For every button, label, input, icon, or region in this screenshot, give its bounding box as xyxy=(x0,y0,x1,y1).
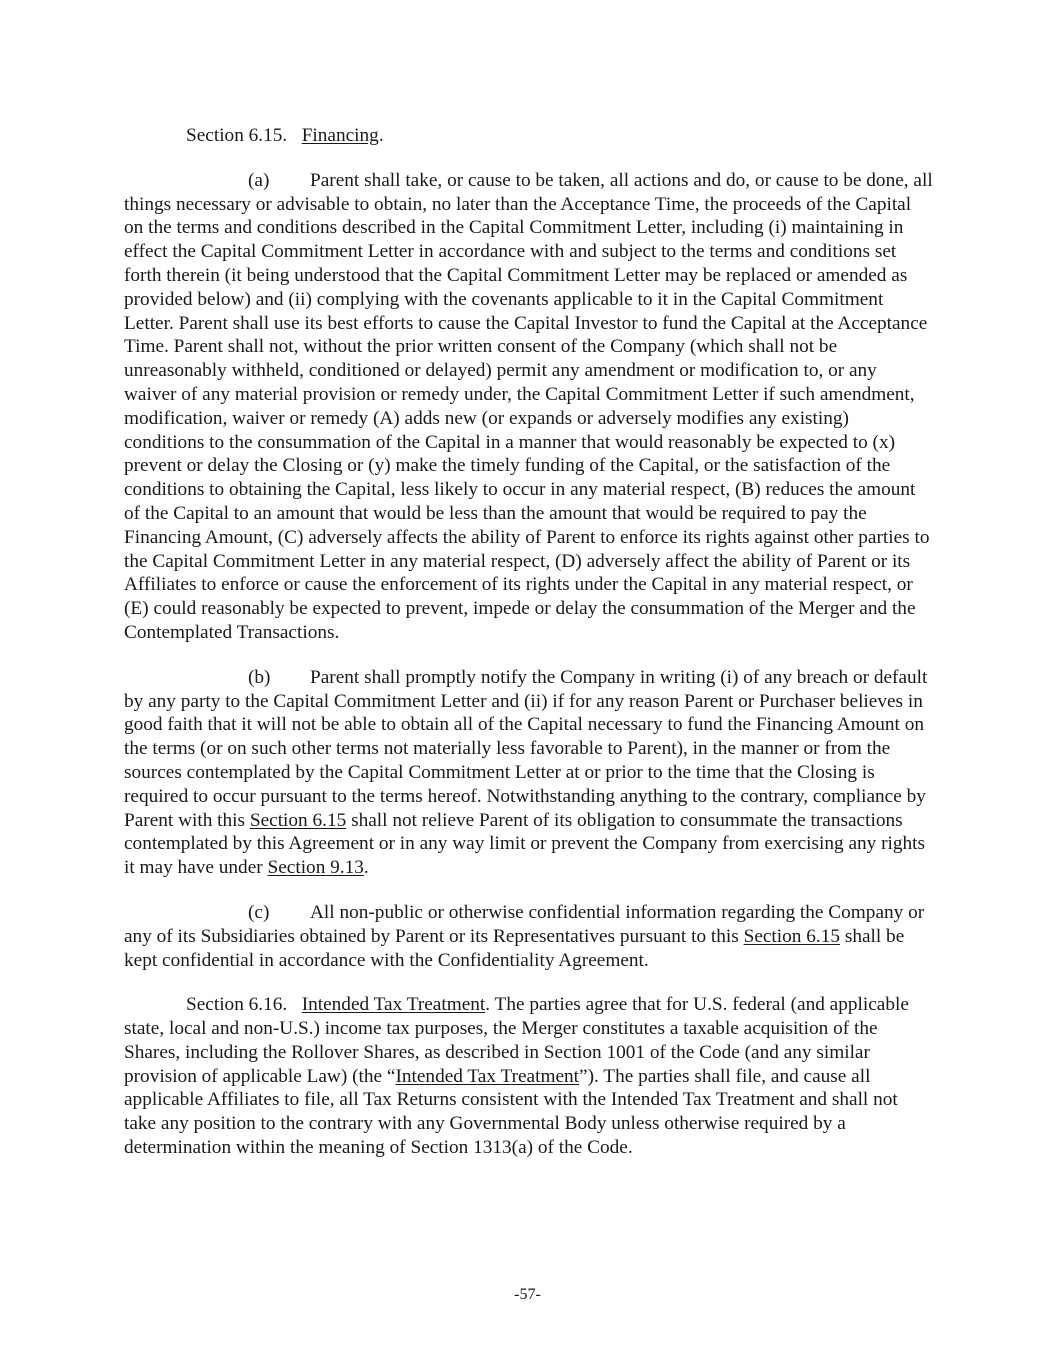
paragraph-text: ”). The parties shall file, and cause all applicable Affiliates to file, all Tax Returns consistent with the Intended Tax Treatment and shall not take any position to the contrary with any Governmental Body unless otherwise required by a determination within the meaning of Section 1313(a) of the Code. xyxy=(124,1065,898,1159)
section-title: Intended Tax Treatment xyxy=(301,994,486,1016)
section-title: Financing xyxy=(301,125,379,146)
paragraph-text: . The parties agree that for U.S. federal (and applicable state, local and non-U.S.) income tax purposes, the Merger constitutes a taxable acquisition of the Shares, including the Rollover Shares, as described in Section 1001 of the Code (and any similar provision of applicable Law) (the “ xyxy=(124,994,909,1087)
paragraph-label: (a) xyxy=(248,169,270,191)
section-6-15-heading: Section 6.15. Financing. xyxy=(186,125,384,146)
defined-term: Intended Tax Treatment xyxy=(395,1065,580,1087)
paragraph-text: Parent shall take, or cause to be taken, all actions and do, or cause to be done, all things necessary or advisable to obtain, no later than the Acceptance Time, the proceeds of the Capital on the terms and conditions described in the Capital Commitment Letter, including (i) maintaining in effect the Capital Commitment Letter in accordance with and subject to the terms and conditions set forth therein (it being understood that the Capital Commitment Letter may be replaced or amended as provided below) and (ii) complying with the covenants applicable to it in the Capital Commitment Letter. Parent shall use its best efforts to cause the Capital Investor to fund the Capital at the Acceptance Time. Parent shall not, without the prior written consent of the Company (which shall not be unreasonably withheld, conditioned or delayed) permit any amendment or modification to, or any waiver of any material provision or remedy under, the Capital Commitment Letter if such amendment, modification, waiver or remedy (A) adds new (or expands or adversely modifies any existing) conditions to the consummation of the Capital in a manner that would reasonably be expected to (x) prevent or delay the Closing or (y) make the timely funding of the Capital, or the satisfaction of the conditions to obtaining the Capital, less likely to occur in any material respect, (B) reduces the amount of the Capital to an amount that would be less than the amount that would be required to pay the Financing Amount, (C) adversely affects the ability of Parent to enforce its rights against other parties to the Capital Commitment Letter in any material respect, (D) adversely affect the ability of Parent or its Affiliates to enforce or cause the enforcement of its rights under the Capital in any material respect, or (E) could reasonably be expected to prevent, impede or delay the consummation of the Merger and the Contemplated Transactions. xyxy=(124,169,933,643)
page-number: -57- xyxy=(514,1286,541,1303)
cross-reference: Section 6.15 xyxy=(743,925,840,947)
paragraph-text: shall not relieve Parent of its obligation to consummate the transactions contemplated by this Agreement or in any way limit or prevent the Company from exercising any rights it may have under xyxy=(124,809,926,879)
document-page xyxy=(124,124,934,1160)
paragraph-b: (b) Parent shall promptly notify the Company in writing (i) of any breach or default by any party to the Capital Commitment Letter and (ii) if for any reason Parent or Purchaser believes in good faith that it will not be able to obtain all of the Capital necessary to fund the Financing Amount on the terms (or on such other terms not materially less favorable to Parent), in the manner or from the sources contemplated by the Capital Commitment Letter at or prior to the time that the Closing is required to occur pursuant to the terms hereof. Notwithstanding anything to the contrary, compliance by Parent with this Section 6.15 shall not relieve Parent of its obligation to consummate the transactions contemplated by this Agreement or in any way limit or prevent the Company from exercising any rights it may have under Section 9.13. xyxy=(124,666,928,879)
paragraph-label: (b) xyxy=(248,666,271,688)
cross-reference: Section 9.13 xyxy=(267,857,364,879)
paragraph-a xyxy=(124,169,934,645)
section-number: Section 6.15. xyxy=(186,125,288,146)
section-number: Section 6.16. xyxy=(186,994,288,1016)
cross-reference: Section 6.15 xyxy=(249,809,347,831)
paragraph-c xyxy=(124,901,934,972)
paragraph-text: Parent shall promptly notify the Company in writing (i) of any breach or default by any party to the Capital Commitment Letter and (ii) if for any reason Parent or Purchaser believes in good faith that it will not be able to obtain all of the Capital necessary to fund the Financing Amount on the terms (or on such other terms not materially less favorable to Parent), in the manner or from the sources contemplated by the Capital Commitment Letter at or prior to the time that the Closing is required to occur pursuant to the terms hereof. Notwithstanding anything to the contrary, compliance by Parent with this xyxy=(124,666,928,831)
paragraph-text: All non-public or otherwise confidential information regarding the Company or any of its Subsidiaries obtained by Parent or its Representatives pursuant to this xyxy=(124,901,925,947)
section-6-16 xyxy=(124,993,934,1160)
paragraph-text: shall be kept confidential in accordance with the Confidentiality Agreement. xyxy=(124,925,905,971)
paragraph-label: (c) xyxy=(248,901,270,923)
